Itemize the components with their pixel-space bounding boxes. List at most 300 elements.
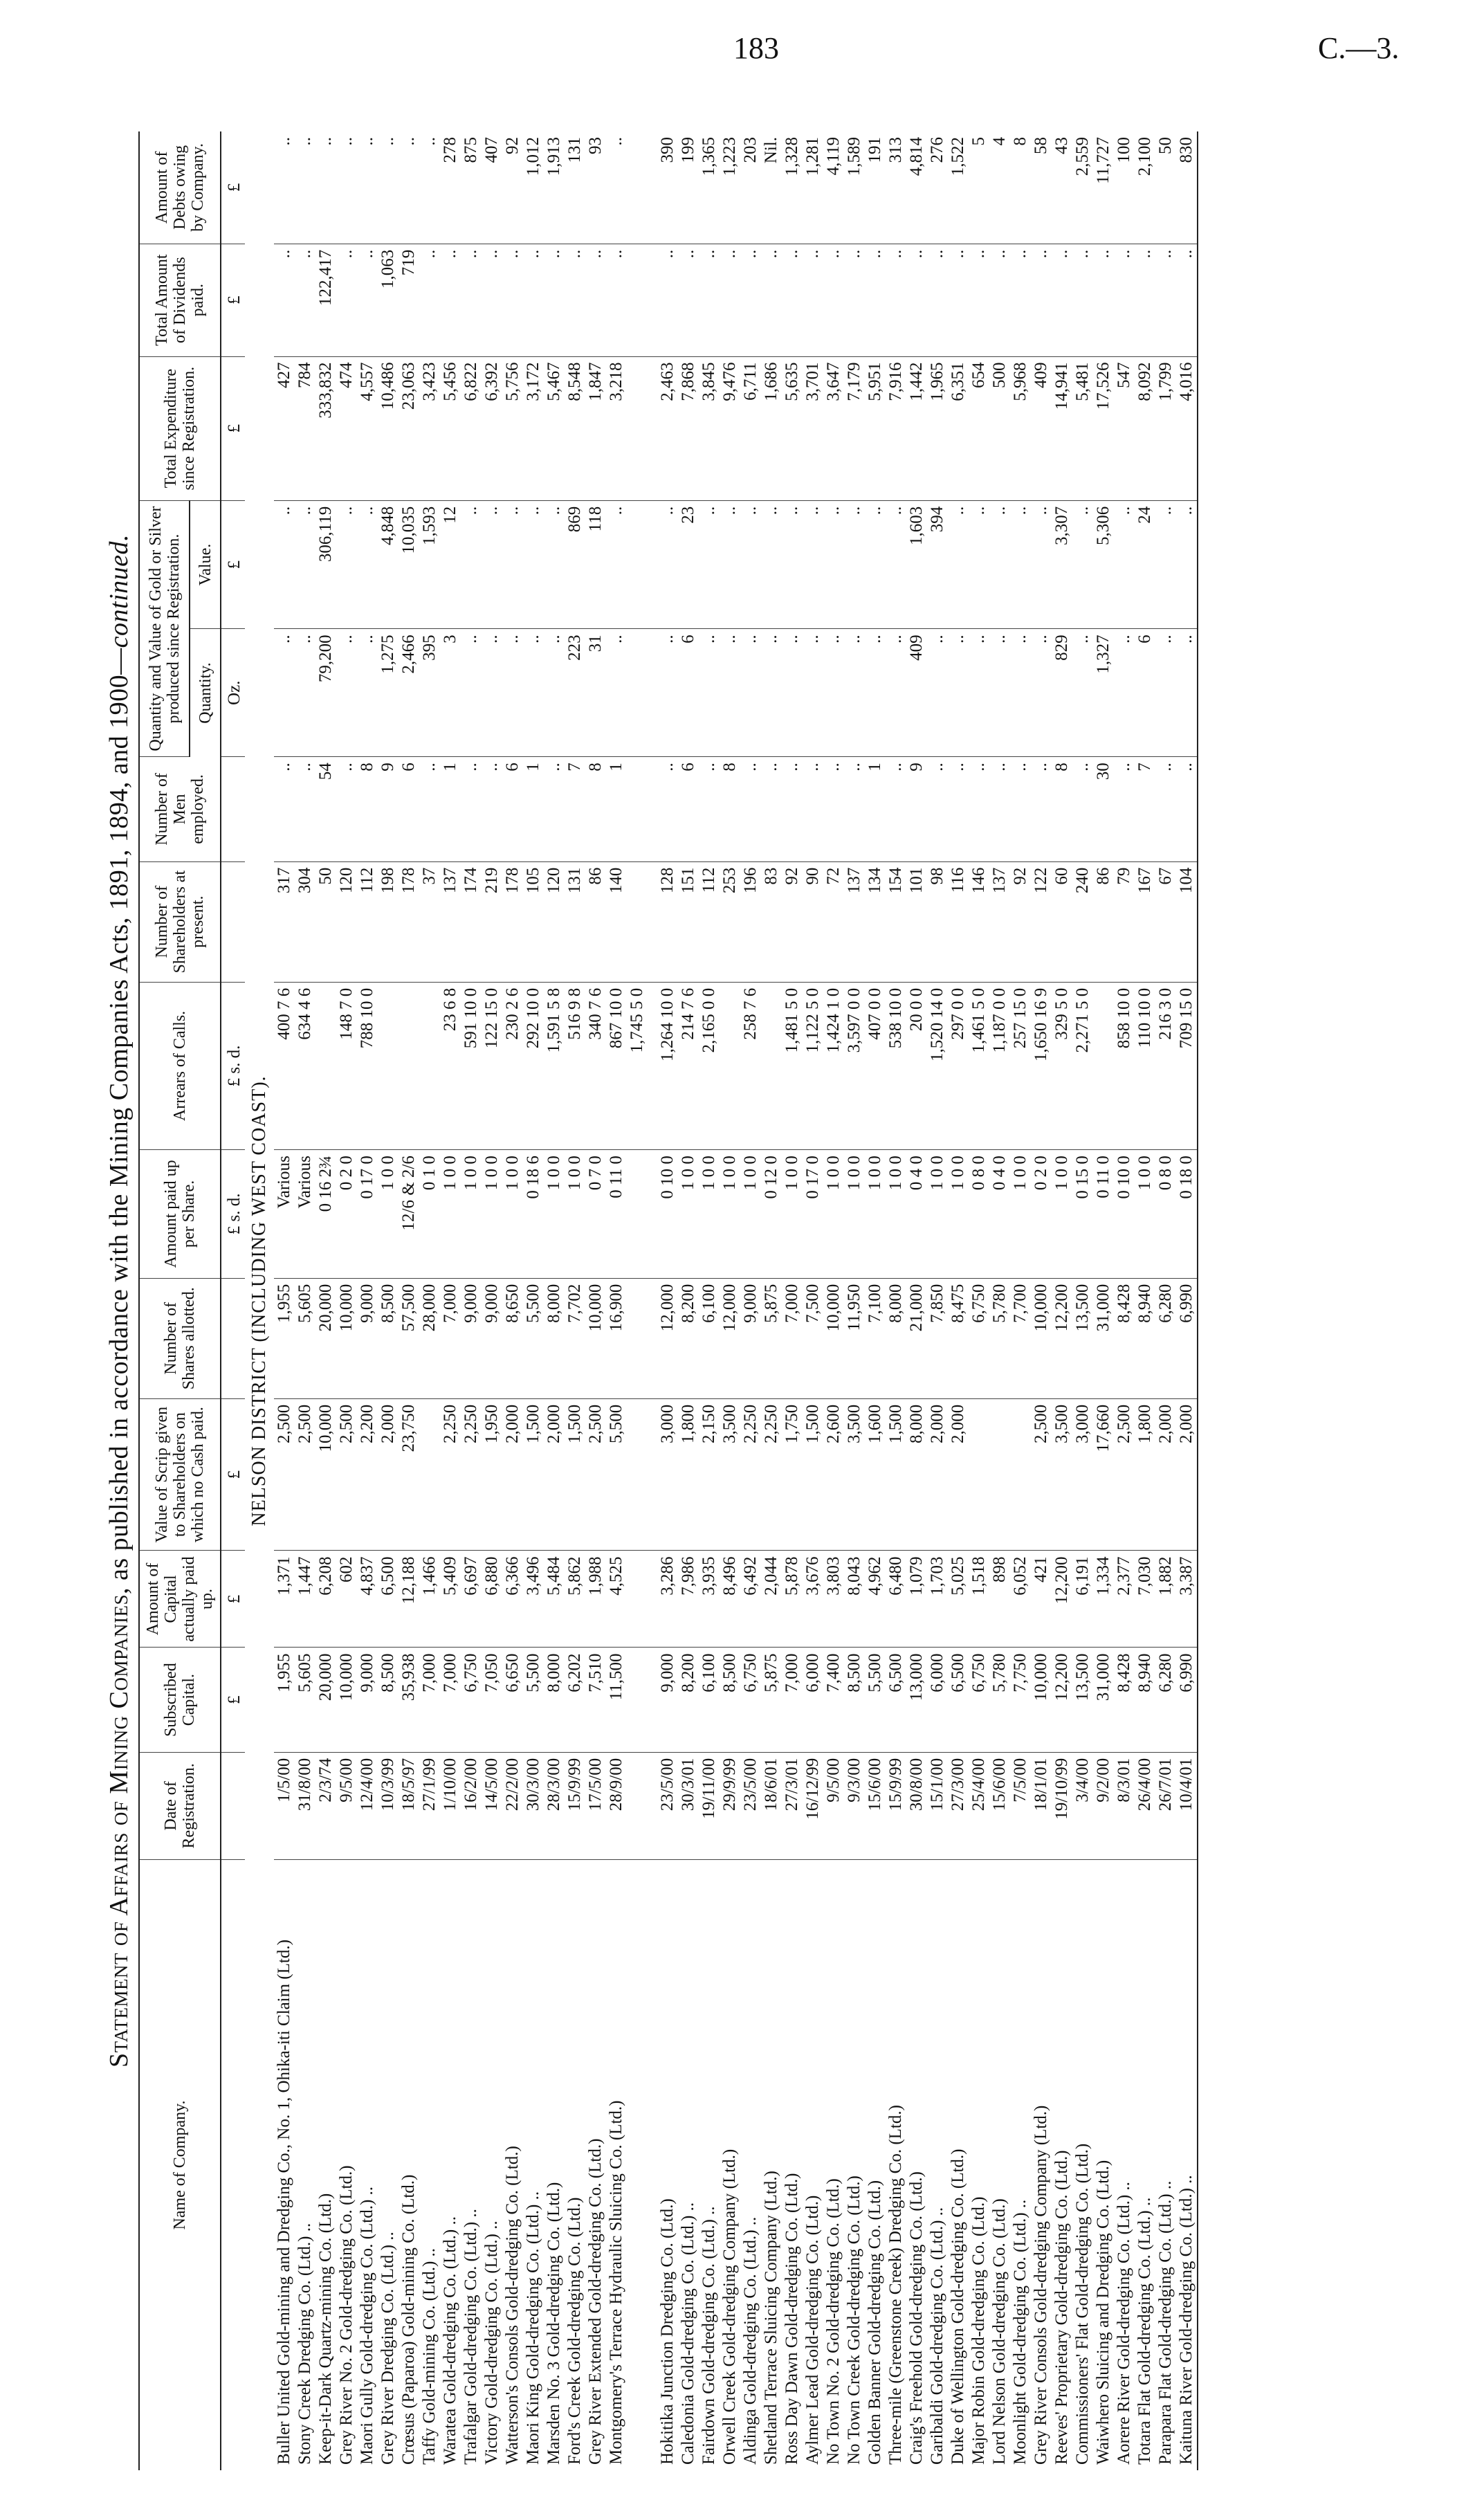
value-cell: ..: [274, 629, 295, 757]
value-cell: ..: [1010, 244, 1031, 356]
value-cell: 3,500: [720, 1398, 740, 1551]
value-cell: 2,500: [1031, 1398, 1052, 1551]
value-cell: 0 8 0: [1155, 1150, 1176, 1279]
table-row: [989, 131, 1010, 2470]
company-name-cell: Moonlight Gold-dredging Co. (Ltd.) ..: [1011, 2199, 1029, 2465]
value-cell: 6,711: [740, 356, 761, 500]
value-cell: ..: [606, 244, 627, 356]
value-cell: 7,868: [678, 356, 699, 500]
value-cell: 137: [989, 861, 1010, 982]
value-cell: ..: [1114, 757, 1135, 861]
value-cell: 1,063: [378, 244, 399, 356]
value-cell: 7,030: [1135, 1551, 1155, 1648]
value-cell: 5,025: [948, 1551, 969, 1648]
table-row: [720, 131, 740, 2470]
value-cell: 2,000: [948, 1398, 969, 1551]
value-cell: 79,200: [315, 629, 336, 757]
value-cell: 5,500: [865, 1648, 886, 1752]
value-cell: 8,000: [544, 1278, 565, 1398]
company-name-cell: Trafalgar Gold-dredging Co. (Ltd.) ..: [461, 2209, 480, 2465]
value-cell: ..: [274, 131, 295, 244]
value-cell: 8/3/01: [1114, 1752, 1135, 1859]
value-cell: 191: [865, 131, 886, 244]
value-cell: ..: [969, 244, 989, 356]
value-cell: 198: [378, 861, 399, 982]
value-cell: ..: [336, 244, 357, 356]
value-cell: ..: [823, 244, 844, 356]
value-cell: 23,750: [399, 1398, 419, 1551]
value-cell: 1 0 0: [927, 1150, 948, 1279]
company-name-cell: Shetland Terrace Sluicing Company (Ltd.): [762, 2171, 780, 2465]
value-cell: 2,044: [761, 1551, 782, 1648]
value-cell: 1,650 16 9: [1031, 982, 1052, 1149]
value-cell: ..: [865, 500, 886, 629]
value-cell: 1,703: [927, 1551, 948, 1648]
value-cell: [627, 1859, 648, 2470]
value-cell: 317: [274, 861, 295, 982]
table-row: [565, 131, 585, 2470]
value-cell: 1 0 0: [948, 1150, 969, 1279]
value-cell: 93: [585, 131, 606, 244]
value-cell: 427: [274, 356, 295, 500]
table-row-continuation: [627, 131, 648, 2470]
value-cell: 7,000: [440, 1648, 461, 1752]
value-cell: 23: [678, 500, 699, 629]
value-cell: 2,271 5 0: [1072, 982, 1093, 1149]
company-name-cell: No Town No. 2 Gold-dredging Co. (Ltd.): [824, 2178, 843, 2465]
value-cell: 1,481 5 0: [782, 982, 803, 1149]
value-cell: 12/4/00: [357, 1752, 378, 1859]
value-cell: ..: [927, 757, 948, 861]
value-cell: ..: [1031, 244, 1052, 356]
table-row: [274, 131, 295, 2470]
value-cell: 6,202: [565, 1648, 585, 1752]
value-cell: 7,702: [565, 1278, 585, 1398]
header-expenditure: Total Expenditure since Registration.: [139, 356, 221, 500]
value-cell: 7,000: [440, 1278, 461, 1398]
value-cell: 390: [657, 131, 678, 244]
table-row: [657, 131, 678, 2470]
company-name-cell: Garibaldi Gold-dredging Co. (Ltd.) ..: [928, 2207, 946, 2465]
company-name-cell: Watterson's Consols Gold-dredging Co. (Ltd.): [503, 2146, 522, 2465]
company-name-cell: Buller United Gold-mining and Dredging Co., No. 1, Ohika-iti Claim (Ltd.): [275, 1940, 293, 2465]
value-cell: 6,822: [461, 356, 482, 500]
value-cell: 86: [1093, 861, 1114, 982]
value-cell: 174: [461, 861, 482, 982]
value-cell: ..: [844, 500, 865, 629]
value-cell: 8: [357, 757, 378, 861]
table-row: [315, 131, 336, 2470]
value-cell: 120: [544, 861, 565, 982]
value-cell: 2,165 0 0: [699, 982, 720, 1149]
value-cell: 7,750: [1010, 1648, 1031, 1752]
value-cell: 395: [419, 629, 440, 757]
value-cell: [627, 1551, 648, 1648]
district-row: [245, 131, 274, 2470]
value-cell: 122 15 0: [482, 982, 502, 1149]
value-cell: 6,990: [1176, 1278, 1198, 1398]
value-cell: 6,351: [948, 356, 969, 500]
value-cell: ..: [1155, 244, 1176, 356]
value-cell: ..: [740, 757, 761, 861]
value-cell: ..: [378, 131, 399, 244]
value-cell: 858 10 0: [1114, 982, 1135, 1149]
value-cell: 1,461 5 0: [969, 982, 989, 1149]
value-cell: 4,557: [357, 356, 378, 500]
header-scrip: Value of Scrip given to Shareholders on which no Cash paid.: [139, 1398, 221, 1551]
value-cell: 178: [502, 861, 523, 982]
value-cell: ..: [948, 629, 969, 757]
table-row: [761, 131, 782, 2470]
value-cell: 60: [1052, 861, 1072, 982]
value-cell: 5,500: [523, 1278, 544, 1398]
unit-cell: £ s. d.: [221, 1150, 245, 1279]
value-cell: 14/5/00: [482, 1752, 502, 1859]
table-row: [440, 131, 461, 2470]
spacer-cell: [648, 629, 657, 757]
value-cell: 1 0 0: [440, 1150, 461, 1279]
table-row: [1031, 131, 1052, 2470]
value-cell: ..: [336, 629, 357, 757]
value-cell: 6,208: [315, 1551, 336, 1648]
value-cell: ..: [803, 757, 823, 861]
value-cell: 92: [1010, 861, 1031, 982]
value-cell: 25/4/00: [969, 1752, 989, 1859]
value-cell: 4,016: [1176, 356, 1198, 500]
value-cell: 12,200: [1052, 1648, 1072, 1752]
value-cell: ..: [989, 629, 1010, 757]
value-cell: ..: [1031, 629, 1052, 757]
value-cell: 101: [906, 861, 927, 982]
value-cell: 18/6/01: [761, 1752, 782, 1859]
value-cell: 16/2/00: [461, 1752, 482, 1859]
value-cell: ..: [274, 757, 295, 861]
value-cell: 20 0 0: [906, 982, 927, 1149]
value-cell: 5,500: [606, 1398, 627, 1551]
value-cell: 7,700: [1010, 1278, 1031, 1398]
value-cell: 276: [927, 131, 948, 244]
company-name-cell: Maori King Gold-dredging Co. (Ltd.) ..: [524, 2191, 542, 2465]
value-cell: 8: [585, 757, 606, 861]
value-cell: 1,589: [844, 131, 865, 244]
header-date: Date of Registration.: [139, 1752, 221, 1859]
value-cell: ..: [544, 757, 565, 861]
value-cell: 17/5/00: [585, 1752, 606, 1859]
value-cell: ..: [461, 629, 482, 757]
value-cell: 6: [502, 757, 523, 861]
value-cell: 7,500: [803, 1278, 823, 1398]
value-cell: 2,250: [740, 1398, 761, 1551]
value-cell: 35,938: [399, 1648, 419, 1752]
value-cell: ..: [544, 244, 565, 356]
value-cell: 1 0 0: [1052, 1150, 1072, 1279]
value-cell: 1,518: [969, 1551, 989, 1648]
value-cell: ..: [823, 629, 844, 757]
value-cell: 409: [906, 629, 927, 757]
value-cell: 8,200: [678, 1648, 699, 1752]
value-cell: 2,559: [1072, 131, 1093, 244]
value-cell: 1,442: [906, 356, 927, 500]
value-cell: ..: [1010, 757, 1031, 861]
unit-cell: [221, 1752, 245, 1859]
spacer-cell: [648, 757, 657, 861]
value-cell: 219: [482, 861, 502, 982]
value-cell: 8: [720, 757, 740, 861]
value-cell: 6,100: [699, 1648, 720, 1752]
spacer-cell: [648, 356, 657, 500]
value-cell: 7: [1135, 757, 1155, 861]
page-number: 183: [733, 31, 779, 65]
value-cell: Various: [274, 1150, 295, 1279]
value-cell: 602: [336, 1551, 357, 1648]
value-cell: 5,951: [865, 356, 886, 500]
value-cell: 2,000: [927, 1398, 948, 1551]
value-cell: 5,500: [523, 1648, 544, 1752]
unit-cell: £: [221, 244, 245, 356]
value-cell: 4,119: [823, 131, 844, 244]
company-name-cell: Waratea Gold-dredging Co. (Ltd.) ..: [441, 2216, 459, 2465]
value-cell: ..: [699, 500, 720, 629]
value-cell: 148 7 0: [336, 982, 357, 1149]
value-cell: 23/5/00: [740, 1752, 761, 1859]
value-cell: ..: [989, 500, 1010, 629]
value-cell: ..: [1010, 500, 1031, 629]
value-cell: 2,100: [1135, 131, 1155, 244]
value-cell: 5,467: [544, 356, 565, 500]
value-cell: 8,092: [1135, 356, 1155, 500]
value-cell: 1,950: [482, 1398, 502, 1551]
table-body: [221, 131, 1198, 2470]
value-cell: 12,200: [1052, 1278, 1072, 1398]
value-cell: 86: [585, 861, 606, 982]
value-cell: 3,218: [606, 356, 627, 500]
value-cell: [720, 982, 740, 1149]
table-row: [1114, 131, 1135, 2470]
value-cell: 58: [1031, 131, 1052, 244]
value-cell: 2,500: [295, 1398, 315, 1551]
value-cell: ..: [844, 629, 865, 757]
table-row: [357, 131, 378, 2470]
company-name-cell: Kaituna River Gold-dredging Co. (Ltd.) ..: [1176, 1859, 1198, 2470]
table-row: [378, 131, 399, 2470]
value-cell: ..: [865, 244, 886, 356]
value-cell: 11,950: [844, 1278, 865, 1398]
group-spacer: [648, 131, 657, 2470]
value-cell: 30/8/00: [906, 1752, 927, 1859]
value-cell: 30/3/00: [523, 1752, 544, 1859]
company-name-cell: Grey River Extended Gold-dredging Co. (Ltd.): [586, 2138, 605, 2465]
company-name-cell: Craig's Freehold Gold-dredging Co. (Ltd.): [907, 2171, 926, 2465]
value-cell: 1 0 0: [886, 1150, 906, 1279]
statement-title: [104, 104, 134, 2498]
value-cell: 54: [315, 757, 336, 861]
table-row: [399, 131, 419, 2470]
value-cell: 120: [336, 861, 357, 982]
value-cell: ..: [740, 500, 761, 629]
company-name-cell: Stony Creek Dredging Co. (Ltd.) ..: [295, 2223, 314, 2465]
value-cell: 5,878: [782, 1551, 803, 1648]
value-cell: ..: [844, 757, 865, 861]
value-cell: 8,200: [678, 1278, 699, 1398]
value-cell: [627, 629, 648, 757]
value-cell: 0 11 0: [606, 1150, 627, 1279]
value-cell: 1,686: [761, 356, 782, 500]
value-cell: 0 1 0: [419, 1150, 440, 1279]
value-cell: 3,307: [1052, 500, 1072, 629]
value-cell: 9,476: [720, 356, 740, 500]
value-cell: 7,000: [419, 1648, 440, 1752]
value-cell: 7,100: [865, 1278, 886, 1398]
value-cell: 128: [657, 861, 678, 982]
value-cell: 1 0 0: [699, 1150, 720, 1279]
value-cell: ..: [1072, 500, 1093, 629]
value-cell: 6,000: [803, 1648, 823, 1752]
value-cell: 1 0 0: [565, 1150, 585, 1279]
value-cell: 4,848: [378, 500, 399, 629]
table-row: [419, 131, 440, 2470]
value-cell: 788 10 0: [357, 982, 378, 1149]
value-cell: 869: [565, 500, 585, 629]
value-cell: 3,676: [803, 1551, 823, 1648]
value-cell: ..: [948, 500, 969, 629]
value-cell: 292 10 0: [523, 982, 544, 1149]
company-name-cell: Major Robin Gold-dredging Co. (Ltd.): [969, 2196, 988, 2465]
value-cell: 407 0 0: [865, 982, 886, 1149]
value-cell: 13,500: [1072, 1648, 1093, 1752]
value-cell: 92: [782, 861, 803, 982]
company-name-cell: Victory Gold-dredging Co. (Ltd.) ..: [482, 2220, 501, 2465]
value-cell: 3,000: [657, 1398, 678, 1551]
value-cell: 0 17 0: [357, 1150, 378, 1279]
value-cell: 2,250: [440, 1398, 461, 1551]
value-cell: 9: [378, 757, 399, 861]
value-cell: ..: [565, 244, 585, 356]
header-arrears: Arrears of Calls.: [139, 982, 221, 1149]
value-cell: 719: [399, 244, 419, 356]
value-cell: 1,591 5 8: [544, 982, 565, 1149]
value-cell: [419, 982, 440, 1149]
value-cell: 2,377: [1114, 1551, 1135, 1648]
value-cell: 313: [886, 131, 906, 244]
value-cell: 2,000: [1155, 1398, 1176, 1551]
value-cell: 6,500: [948, 1648, 969, 1752]
value-cell: ..: [1052, 244, 1072, 356]
value-cell: 2/3/74: [315, 1752, 336, 1859]
table-row: [1135, 131, 1155, 2470]
value-cell: [627, 757, 648, 861]
value-cell: 1,447: [295, 1551, 315, 1648]
value-cell: 122: [1031, 861, 1052, 982]
value-cell: 6,750: [740, 1648, 761, 1752]
value-cell: 6,392: [482, 356, 502, 500]
table-row: [1072, 131, 1093, 2470]
value-cell: ..: [886, 757, 906, 861]
table-row: [544, 131, 565, 2470]
value-cell: 500: [989, 356, 1010, 500]
value-cell: 57,500: [399, 1278, 419, 1398]
value-cell: 2,200: [357, 1398, 378, 1551]
value-cell: [1010, 1398, 1031, 1551]
value-cell: ..: [357, 629, 378, 757]
header-per-share: Amount paid up per Share.: [139, 1150, 221, 1279]
value-cell: 167: [1135, 861, 1155, 982]
value-cell: 516 9 8: [565, 982, 585, 1149]
value-cell: 223: [565, 629, 585, 757]
value-cell: ..: [357, 244, 378, 356]
value-cell: 20,000: [315, 1278, 336, 1398]
header-men: Number of Men employed.: [139, 757, 221, 861]
table-row: [336, 131, 357, 2470]
value-cell: ..: [823, 757, 844, 861]
table-row: [606, 131, 627, 2470]
value-cell: ..: [523, 500, 544, 629]
value-cell: 27/1/99: [419, 1752, 440, 1859]
value-cell: 10/3/99: [378, 1752, 399, 1859]
table-row: [482, 131, 502, 2470]
value-cell: 10,000: [823, 1278, 844, 1398]
value-cell: ..: [482, 244, 502, 356]
value-cell: 116: [948, 861, 969, 982]
value-cell: 8,475: [948, 1278, 969, 1398]
value-cell: 15/6/00: [989, 1752, 1010, 1859]
value-cell: 1: [440, 757, 461, 861]
value-cell: 11,727: [1093, 131, 1114, 244]
value-cell: 253: [720, 861, 740, 982]
value-cell: ..: [336, 131, 357, 244]
value-cell: 2,250: [461, 1398, 482, 1551]
value-cell: 9,000: [357, 1278, 378, 1398]
value-cell: 216 3 0: [1155, 982, 1176, 1149]
value-cell: ..: [1176, 244, 1198, 356]
value-cell: 8: [1052, 757, 1072, 861]
company-name-cell: Reeves' Proprietary Gold-dredging Co. (Ltd.): [1052, 2150, 1071, 2465]
value-cell: [627, 1398, 648, 1551]
value-cell: 3,803: [823, 1551, 844, 1648]
value-cell: ..: [803, 500, 823, 629]
value-cell: Various: [295, 1150, 315, 1279]
value-cell: 6,100: [699, 1278, 720, 1398]
table-row: [1176, 131, 1198, 2470]
value-cell: 9,000: [657, 1648, 678, 1752]
value-cell: [989, 1398, 1010, 1551]
value-cell: 29/9/99: [720, 1752, 740, 1859]
value-cell: 4,814: [906, 131, 927, 244]
value-cell: 1 0 0: [740, 1150, 761, 1279]
value-cell: 8,940: [1135, 1648, 1155, 1752]
spacer-cell: [648, 1551, 657, 1648]
table-row: [1155, 131, 1176, 2470]
value-cell: 0 4 0: [906, 1150, 927, 1279]
value-cell: ..: [906, 244, 927, 356]
value-cell: 5,306: [1093, 500, 1114, 629]
value-cell: ..: [782, 500, 803, 629]
value-cell: 8,496: [720, 1551, 740, 1648]
value-cell: 92: [502, 131, 523, 244]
value-cell: 1 0 0: [823, 1150, 844, 1279]
value-cell: 0 2 0: [336, 1150, 357, 1279]
value-cell: 1,371: [274, 1551, 295, 1648]
value-cell: 1,187 0 0: [989, 982, 1010, 1149]
table-row: [461, 131, 482, 2470]
value-cell: 6,697: [461, 1551, 482, 1648]
value-cell: 19/11/00: [699, 1752, 720, 1859]
value-cell: 1 0 0: [865, 1150, 886, 1279]
value-cell: [1093, 982, 1114, 1149]
header-debts: Amount of Debts owing by Company.: [139, 131, 221, 244]
value-cell: ..: [1072, 629, 1093, 757]
value-cell: ..: [1031, 757, 1052, 861]
value-cell: 2,000: [502, 1398, 523, 1551]
